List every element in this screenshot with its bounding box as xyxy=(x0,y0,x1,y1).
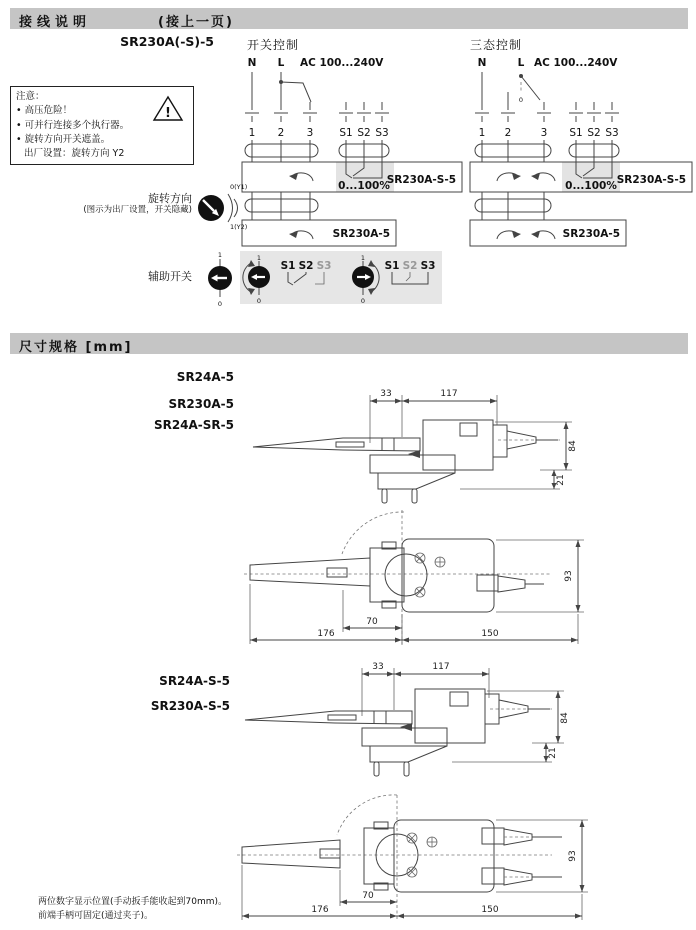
terminal-n-label: N xyxy=(477,57,487,69)
footnote-line2: 前端手柄可固定(通过夹子)。 xyxy=(38,910,154,921)
aux-s2: S2 xyxy=(402,260,418,272)
aux-s3: S3 xyxy=(420,260,436,272)
terminal-s2: S2 xyxy=(357,127,371,139)
clamp-bracket xyxy=(364,828,394,884)
svg-text:0: 0 xyxy=(360,297,366,305)
svg-text:1: 1 xyxy=(256,254,262,262)
aux-s1: S1 xyxy=(384,260,400,272)
aux-switch-label: 辅助开关 xyxy=(148,270,192,283)
notes-item: • 可并行连接多个执行器。 xyxy=(16,119,130,131)
box-label-s: SR230A-S-5 xyxy=(386,174,456,186)
top-view-drawing xyxy=(242,506,592,654)
terminal-s3: S3 xyxy=(605,127,619,139)
cable-gland xyxy=(475,144,551,157)
dim-176: 176 xyxy=(311,905,329,915)
side-view-drawing xyxy=(248,385,588,510)
terminal-3: 3 xyxy=(540,127,548,139)
terminal-l-label: L xyxy=(517,57,525,69)
model-label: SR24A-SR-5 xyxy=(153,418,234,432)
dim-150: 150 xyxy=(481,629,499,639)
cable-cone xyxy=(498,576,525,592)
svg-text:1: 1 xyxy=(360,254,366,262)
model-label: SR24A-5 xyxy=(176,370,234,384)
manual-handle xyxy=(250,558,370,586)
wiring-header-continued: (接上一页) xyxy=(158,15,234,30)
pin xyxy=(374,762,379,776)
terminal-l-label: L xyxy=(277,57,285,69)
model-label: SR230A-5 xyxy=(168,397,234,411)
pin xyxy=(412,489,417,503)
terminal-breaks xyxy=(475,102,619,122)
motor-housing xyxy=(423,420,493,470)
box-label-s: SR230A-S-5 xyxy=(616,174,686,186)
terminal-1: 1 xyxy=(478,127,486,139)
dim-84: 84 xyxy=(568,440,578,452)
footnote-line1: 两位数字显示位置(手动扳手能收起到70mm)。 xyxy=(38,897,228,907)
terminal-s3: S3 xyxy=(375,127,389,139)
dim-93: 93 xyxy=(564,570,574,582)
tristate-control-title: 三态控制 xyxy=(470,38,523,52)
wiring-header-title: 接线说明 xyxy=(19,15,92,30)
notes-item: • 高压危险！ xyxy=(16,105,73,117)
aux-s3: S3 xyxy=(316,260,332,272)
model-label: SR24A-S-5 xyxy=(159,674,230,688)
rotation-direction-label: 旋转方向 xyxy=(148,192,192,205)
dim-21: 21 xyxy=(548,747,558,759)
cable-gland xyxy=(477,575,498,591)
dim-84: 84 xyxy=(560,712,570,724)
switch-control-title: 开关控制 xyxy=(247,38,300,52)
pin xyxy=(382,489,387,503)
rotation-pos-1: 1(Y2) xyxy=(230,223,248,231)
wiring-section-header xyxy=(10,8,688,29)
clamp-ring xyxy=(385,554,427,596)
terminal-breaks xyxy=(245,102,389,122)
terminal-n-label: N xyxy=(247,57,257,69)
dim-33: 33 xyxy=(380,389,392,399)
dim-70: 70 xyxy=(362,891,374,901)
notes-factory-setting: 出厂设置：旋转方向 Y2 xyxy=(24,148,125,159)
model-label: SR230A-S-5 xyxy=(150,699,230,713)
top-view-drawing-s xyxy=(232,790,592,925)
box-label: SR230A-5 xyxy=(562,228,620,240)
terminal-2: 2 xyxy=(277,127,285,139)
cable-gland xyxy=(482,828,504,844)
svg-text:!: ! xyxy=(165,106,171,121)
aux-switch-panel xyxy=(240,251,442,304)
terminal-s1: S1 xyxy=(569,127,583,139)
notes-title: 注意： xyxy=(16,91,45,102)
switch-control-diagram xyxy=(236,52,466,248)
voltage-label: AC 100...240V xyxy=(300,57,384,69)
zero-position: 0 xyxy=(518,96,524,104)
cable-gland xyxy=(482,868,504,884)
svg-text:0: 0 xyxy=(256,297,262,305)
pin xyxy=(404,762,409,776)
aux-switch-icon xyxy=(204,250,236,308)
rotation-direction-sublabel: (图示为出厂设置，开关隐藏) xyxy=(83,205,192,215)
box-label: SR230A-5 xyxy=(332,228,390,240)
svg-text:1: 1 xyxy=(217,251,223,259)
dim-21: 21 xyxy=(556,474,566,486)
cable-gland xyxy=(475,199,551,212)
side-view-drawing-s xyxy=(240,658,580,783)
housing xyxy=(394,820,494,892)
warning-notes-box xyxy=(10,86,194,165)
dim-150: 150 xyxy=(481,905,499,915)
handle-footnote xyxy=(38,896,227,924)
dim-117: 117 xyxy=(432,662,450,672)
warning-triangle-icon xyxy=(153,95,183,122)
manual-handle xyxy=(242,840,340,868)
clamp-bracket xyxy=(370,548,404,602)
voltage-label: AC 100...240V xyxy=(534,57,618,69)
dim-93: 93 xyxy=(568,850,578,862)
svg-text:0: 0 xyxy=(217,300,223,308)
dimensions-header-title: 尺寸规格 [mm] xyxy=(19,340,133,355)
notes-item: • 旋转方向开关遮盖。 xyxy=(16,133,111,145)
rotation-direction-icon xyxy=(196,180,252,230)
terminal-3: 3 xyxy=(306,127,314,139)
dim-117: 117 xyxy=(440,389,458,399)
range-label: 0...100% xyxy=(565,180,617,192)
model-title: SR230A(-S)-5 xyxy=(120,34,214,49)
dim-70: 70 xyxy=(366,617,378,627)
terminal-s2: S2 xyxy=(587,127,601,139)
terminal-2: 2 xyxy=(504,127,512,139)
dimensions-section-header xyxy=(10,333,688,354)
dim-33: 33 xyxy=(372,662,384,672)
terminal-s1: S1 xyxy=(339,127,353,139)
terminal-1: 1 xyxy=(248,127,256,139)
aux-s2: S2 xyxy=(298,260,314,272)
rotation-pos-0: 0(Y1) xyxy=(230,183,248,191)
dim-176: 176 xyxy=(317,629,335,639)
range-label: 0...100% xyxy=(338,180,390,192)
tristate-control-diagram xyxy=(466,52,696,248)
aux-s1: S1 xyxy=(280,260,296,272)
